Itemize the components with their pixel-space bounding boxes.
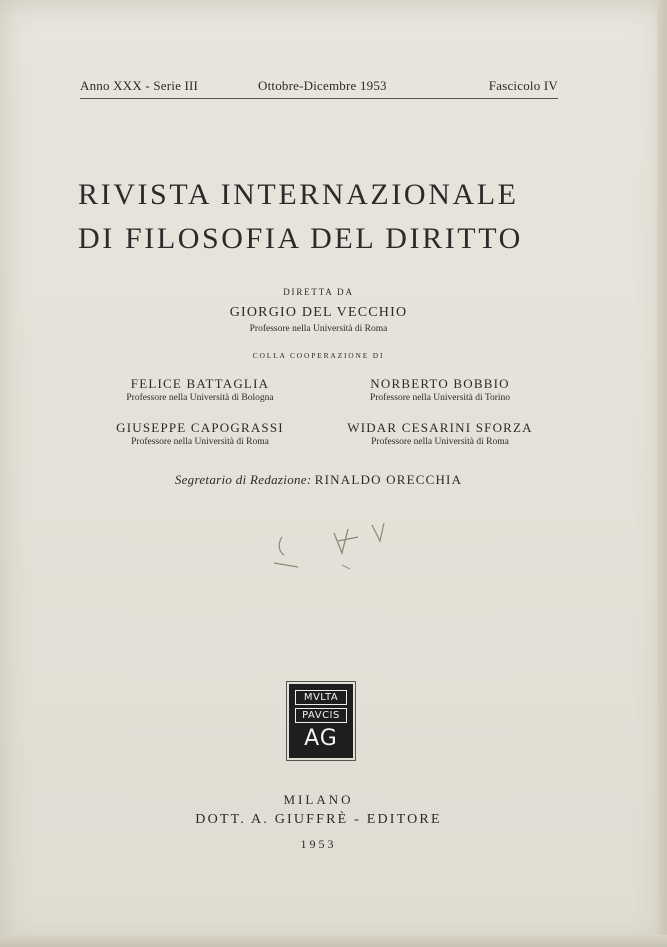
cooperator-2 [310,376,570,403]
issue-header [80,78,558,98]
cooperator-role: Professore nella Università di Roma [371,437,509,447]
cooperator-1 [70,376,330,403]
header-rule [80,98,558,99]
editorial-secretary [0,472,637,488]
directed-by-label: DIRETTA DA [283,287,354,297]
journal-title-line-1: RIVISTA INTERNAZIONALE [78,178,519,211]
logo-initials: AG [304,726,338,751]
page-edge-right [657,0,667,947]
imprint-city: MILANO [283,792,354,807]
cooperator-name: WIDAR CESARINI SFORZA [347,420,533,435]
cooperator-role: Professore nella Università di Torino [369,393,511,403]
logo-motto-line-2: PAVCIS [295,708,347,723]
cooperator-name: FELICE BATTAGLIA [130,376,270,391]
cooperator-role: Professore nella Università di Bologna [126,393,274,403]
pencil-mark-icon [268,515,398,575]
cooperation-label: COLLA COOPERAZIONE DI [252,351,385,360]
logo-motto-line-1: MVLTA [295,690,347,705]
issue-number: Fascicolo IV [488,78,558,93]
cooperator-name: GIUSEPPE CAPOGRASSI [116,420,284,435]
cooperator-name: NORBERTO BOBBIO [370,376,510,391]
issue-volume: Anno XXX - Serie III [80,78,199,93]
director-name: GIORGIO DEL VECCHIO [229,305,408,320]
imprint-year: 1953 [300,837,337,851]
secretary-label: Segretario di Redazione: [174,472,312,487]
cooperator-4 [310,420,570,447]
publisher-logo [289,684,353,758]
page-edge-bottom [0,935,667,947]
secretary-name: RINALDO ORECCHIA [314,472,463,487]
director-role: Professore nella Università di Roma [249,324,388,334]
journal-title-line-2: DI FILOSOFIA DEL DIRITTO [78,222,523,255]
cooperator-3 [70,420,330,447]
issue-date: Ottobre-Dicembre 1953 [258,78,387,93]
cooperator-role: Professore nella Università di Roma [131,437,269,447]
imprint-publisher: DOTT. A. GIUFFRÈ - EDITORE [195,812,442,827]
